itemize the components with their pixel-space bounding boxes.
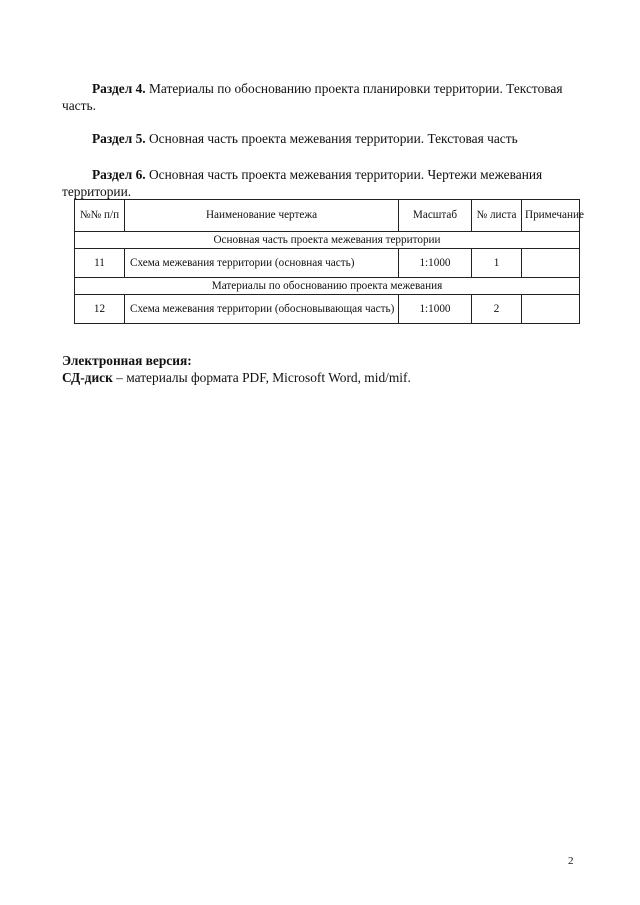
row-name: Схема межевания территории (основная часть) [125, 249, 399, 278]
row-note [522, 295, 580, 324]
header-name: Наименование чертежа [125, 200, 399, 232]
header-note: Примечание [522, 200, 580, 232]
header-num: №№ п/п [75, 200, 125, 232]
section-6-label: Раздел 6. [92, 167, 146, 182]
row-scale: 1:1000 [399, 249, 472, 278]
section-5-text: Основная часть проекта межевания территории. Текстовая часть [145, 131, 518, 146]
row-sheet: 2 [472, 295, 522, 324]
header-sheet: № листа [472, 200, 522, 232]
page-number: 2 [568, 855, 574, 867]
cd-label: СД-диск [62, 370, 113, 385]
table-row [75, 249, 580, 278]
electronic-version-line [62, 369, 411, 386]
section-5-label: Раздел 5. [92, 131, 146, 146]
table-group-row [75, 232, 580, 249]
row-note [522, 249, 580, 278]
section-4-paragraph [62, 80, 587, 114]
group-title: Материалы по обоснованию проекта межевания [75, 278, 580, 295]
section-4-text: Материалы по обоснованию проекта планировки территории. Текстовая часть. [62, 81, 563, 113]
electronic-version-title: Электронная версия: [62, 353, 192, 368]
row-num: 11 [75, 249, 125, 278]
table-header-row [75, 200, 580, 232]
drawings-table [74, 199, 584, 324]
row-name: Схема межевания территории (обосновывающая часть) [125, 295, 399, 324]
section-6-text: Основная часть проекта межевания территории. Чертежи межевания территории. [62, 167, 543, 199]
row-num: 12 [75, 295, 125, 324]
row-sheet: 1 [472, 249, 522, 278]
header-scale: Масштаб [399, 200, 472, 232]
section-6-paragraph [62, 166, 587, 200]
section-5-paragraph [62, 130, 587, 147]
section-4-label: Раздел 4. [92, 81, 146, 96]
table-group-row [75, 278, 580, 295]
table-row [75, 295, 580, 324]
group-title: Основная часть проекта межевания территории [75, 232, 580, 249]
row-scale: 1:1000 [399, 295, 472, 324]
cd-text: – материалы формата PDF, Microsoft Word, mid/mif. [112, 370, 411, 385]
